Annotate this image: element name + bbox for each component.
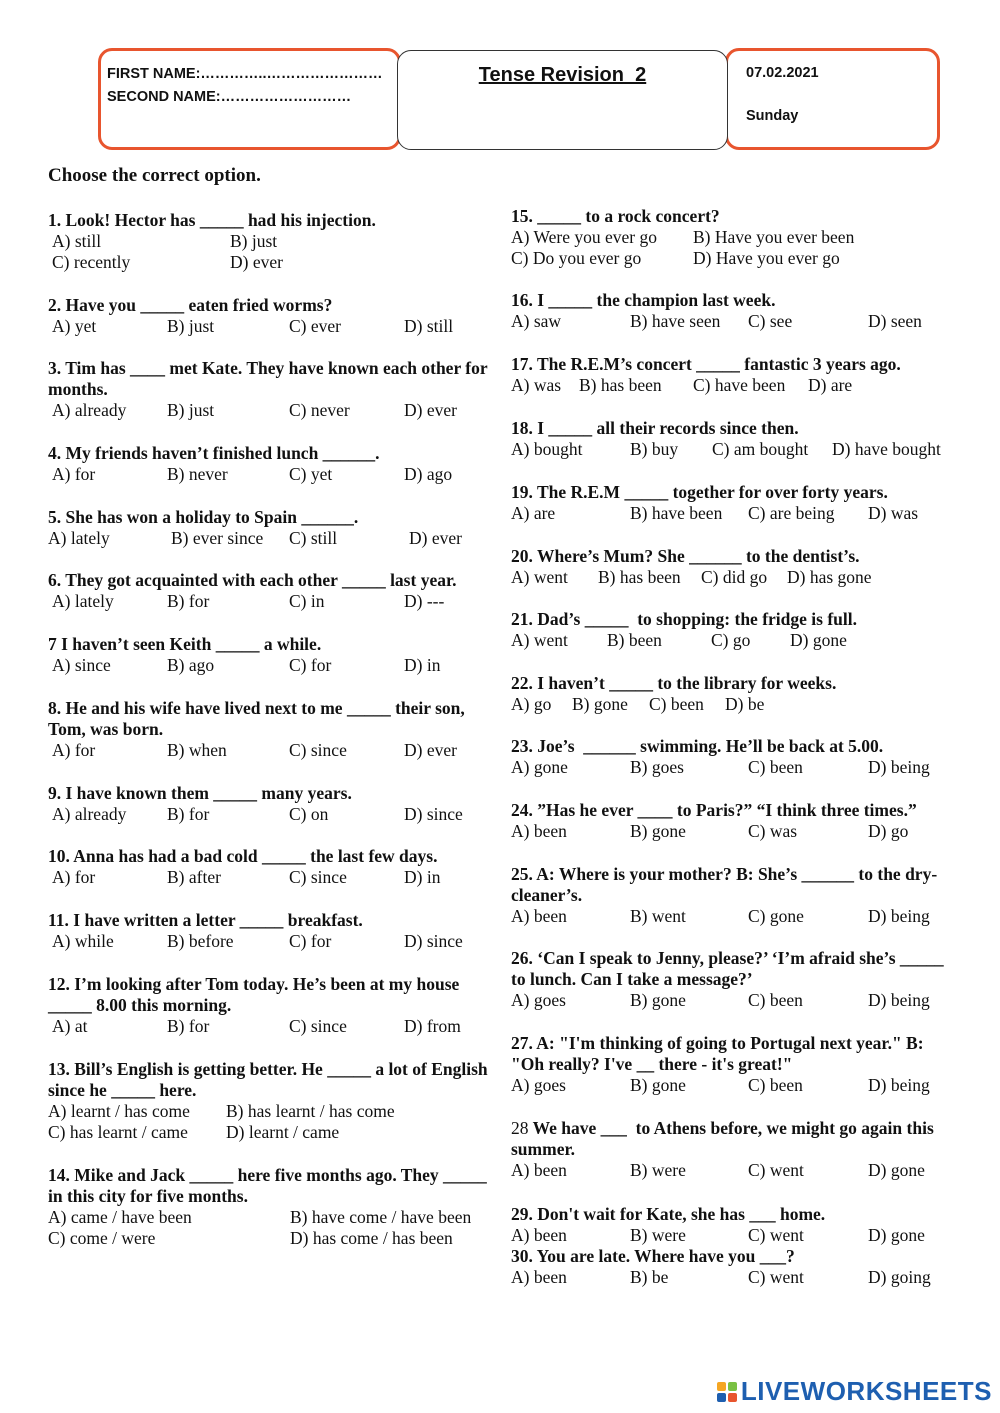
question-number: 15. — [511, 206, 533, 226]
question-number: 9. — [48, 783, 62, 803]
question-text: ”Has he ever ____ to Paris?” “I think three times.” — [537, 800, 917, 820]
answer-option[interactable]: A) for — [52, 867, 96, 887]
answer-option[interactable]: B) Have you ever been — [693, 227, 855, 247]
answer-option[interactable]: B) have come / have been — [290, 1207, 472, 1227]
question-text: I _____ the champion last week. — [537, 290, 776, 310]
question-number: 29. — [511, 1204, 533, 1224]
question-text: Mike and Jack _____ here five months ago. They _____ in this city for five months. — [48, 1165, 492, 1206]
answer-option[interactable]: C) since — [289, 740, 347, 760]
question-stem — [48, 295, 490, 316]
answer-option[interactable]: C) went — [748, 1267, 804, 1287]
answer-option[interactable]: A) Were you ever go — [511, 227, 657, 247]
question-stem — [511, 354, 953, 375]
question-stem — [48, 570, 490, 591]
answer-option[interactable]: B) for — [167, 591, 210, 611]
answer-option[interactable]: D) learnt / came — [226, 1122, 340, 1142]
answer-option[interactable]: D) have bought — [832, 439, 941, 459]
question-stem — [511, 1246, 953, 1267]
answer-option[interactable]: C) yet — [289, 464, 333, 484]
first-name-label: FIRST NAME:…………..…………………… — [107, 66, 383, 82]
answer-option[interactable]: B) gone — [630, 990, 686, 1010]
answer-option[interactable]: A) been — [511, 906, 567, 926]
question-stem — [48, 507, 490, 528]
answer-option[interactable]: A) came / have been — [48, 1207, 192, 1227]
question-item — [511, 1204, 953, 1246]
answer-option[interactable]: D) are — [808, 375, 853, 395]
question-item — [511, 1246, 953, 1288]
answer-option[interactable]: C) went — [748, 1225, 804, 1245]
instruction: Choose the correct option. — [48, 165, 261, 186]
question-text: They got acquainted with each other _____ last year. — [65, 570, 457, 590]
question-item — [48, 783, 490, 825]
answer-option[interactable]: C) see — [748, 311, 793, 331]
answer-option[interactable]: D) ever — [230, 252, 283, 272]
question-stem — [48, 846, 490, 867]
question-item — [48, 974, 490, 1037]
question-number: 30. — [511, 1246, 533, 1266]
answer-option[interactable]: C) has learnt / came — [48, 1122, 188, 1142]
liveworksheets-logo — [717, 1376, 992, 1407]
answer-option[interactable]: D) since — [404, 804, 463, 824]
day-text: Sunday — [746, 108, 799, 124]
logo-text: LIVEWORKSHEETS — [740, 1376, 992, 1406]
answer-option[interactable]: D) be — [725, 694, 765, 714]
date-text: 07.02.2021 — [746, 65, 819, 81]
question-item — [48, 698, 490, 761]
answer-option[interactable]: D) has come / has been — [290, 1228, 453, 1248]
answer-option[interactable]: B) went — [630, 906, 686, 926]
question-stem — [48, 910, 490, 931]
question-text: We have ___ to Athens before, we might go again this summer. — [511, 1118, 939, 1159]
question-text: He and his wife have lived next to me _____ their son, Tom, was born. — [48, 698, 469, 739]
answer-option[interactable]: B) been — [607, 630, 662, 650]
question-number: 13. — [48, 1059, 70, 1079]
question-number: 21. — [511, 609, 533, 629]
answer-option[interactable]: B) after — [167, 867, 221, 887]
answer-option[interactable]: C) are being — [748, 503, 835, 523]
answer-option[interactable]: B) for — [167, 1016, 210, 1036]
question-text: Have you _____ eaten fried worms? — [65, 295, 333, 315]
question-text: I have written a letter _____ breakfast. — [73, 910, 363, 930]
answer-option[interactable]: D) being — [868, 990, 930, 1010]
answer-option[interactable]: A) was — [511, 375, 562, 395]
answer-option[interactable]: A) since — [52, 655, 111, 675]
question-text: A: "I'm thinking of going to Portugal next year." B: "Oh really? I've __ there - it's great!" — [511, 1033, 928, 1074]
question-stem — [511, 736, 953, 757]
answer-option[interactable]: D) gone — [868, 1160, 925, 1180]
question-number: 22. — [511, 673, 533, 693]
question-stem — [48, 1165, 490, 1207]
date-box — [725, 48, 940, 150]
answer-option[interactable]: B) just — [230, 231, 278, 251]
answer-option[interactable]: A) yet — [52, 316, 97, 336]
question-item — [48, 1059, 493, 1143]
answer-option[interactable]: C) am bought — [712, 439, 809, 459]
question-stem — [48, 974, 490, 1016]
answer-option[interactable]: A) went — [511, 630, 568, 650]
answer-option[interactable]: B) just — [167, 316, 215, 336]
question-stem — [511, 800, 953, 821]
question-item — [48, 570, 490, 612]
answer-option[interactable]: D) has gone — [787, 567, 872, 587]
question-text: Dad’s _____ to shopping: the fridge is full. — [537, 609, 857, 629]
answer-option[interactable]: D) being — [868, 906, 930, 926]
question-item — [48, 443, 490, 485]
answer-option[interactable]: B) have seen — [630, 311, 721, 331]
answer-option[interactable]: D) ever — [404, 400, 457, 420]
question-number: 3. — [48, 358, 62, 378]
answer-option[interactable]: D) was — [868, 503, 919, 523]
answer-option[interactable]: A) for — [52, 464, 96, 484]
question-stem — [511, 418, 953, 439]
answer-option[interactable]: D) in — [404, 867, 441, 887]
answer-option[interactable]: A) lately — [48, 528, 110, 548]
answer-option[interactable]: A) lately — [52, 591, 114, 611]
question-text: Bill’s English is getting better. He _____ a lot of English since he _____ here. — [48, 1059, 493, 1100]
answer-option[interactable]: B) has been — [579, 375, 662, 395]
answer-option[interactable]: A) gone — [511, 757, 568, 777]
answer-option[interactable]: C) come / were — [48, 1228, 156, 1248]
answer-option[interactable]: D) ever — [409, 528, 462, 548]
answer-option[interactable]: B) buy — [630, 439, 679, 459]
question-item — [48, 846, 490, 888]
question-text: Look! Hector has _____ had his injection. — [65, 210, 376, 230]
question-stem — [511, 546, 953, 567]
answer-option[interactable]: A) while — [52, 931, 114, 951]
answer-option[interactable]: C) been — [649, 694, 704, 714]
answer-option[interactable]: C) in — [289, 591, 325, 611]
question-stem — [511, 864, 953, 906]
answer-option[interactable]: D) since — [404, 931, 463, 951]
answer-option[interactable]: B) be — [630, 1267, 669, 1287]
answer-option[interactable]: B) just — [167, 400, 215, 420]
answer-option[interactable]: B) never — [167, 464, 228, 484]
question-number: 27. — [511, 1033, 533, 1053]
answer-option[interactable]: C) on — [289, 804, 329, 824]
question-number: 18. — [511, 418, 533, 438]
question-stem — [48, 1059, 493, 1101]
question-item — [511, 673, 953, 715]
answer-option[interactable]: A) goes — [511, 990, 566, 1010]
question-text: You are late. Where have you ___? — [536, 1246, 795, 1266]
question-item — [48, 358, 490, 421]
question-text: I’m looking after Tom today. He’s been at my house _____ 8.00 this morning. — [48, 974, 464, 1015]
answer-option[interactable]: D) ago — [404, 464, 453, 484]
question-text: She has won a holiday to Spain ______. — [65, 507, 359, 527]
second-name-label: SECOND NAME:……………………… — [107, 89, 352, 105]
question-item — [511, 546, 953, 588]
answer-option[interactable]: A) go — [511, 694, 552, 714]
answer-option[interactable]: D) go — [868, 821, 909, 841]
answer-option[interactable]: B) has learnt / has come — [226, 1101, 395, 1121]
answer-option[interactable]: D) gone — [790, 630, 847, 650]
question-item — [511, 864, 953, 927]
answer-option[interactable]: A) been — [511, 821, 567, 841]
answer-option[interactable]: B) were — [630, 1160, 686, 1180]
question-text: I haven’t seen Keith _____ a while. — [61, 634, 322, 654]
question-text: I have known them _____ many years. — [65, 783, 352, 803]
question-item — [48, 295, 490, 337]
answer-option[interactable]: B) ago — [167, 655, 215, 675]
question-number: 17. — [511, 354, 533, 374]
question-number: 1. — [48, 210, 62, 230]
answer-option[interactable]: C) for — [289, 931, 332, 951]
question-text: The R.E.M _____ together for over forty years. — [536, 482, 888, 502]
question-number: 20. — [511, 546, 533, 566]
answer-option[interactable]: D) still — [404, 316, 454, 336]
answer-option[interactable]: C) since — [289, 867, 347, 887]
question-text: My friends haven’t finished lunch ______. — [65, 443, 380, 463]
question-stem — [48, 443, 490, 464]
question-stem — [511, 673, 953, 694]
answer-option[interactable]: C) been — [748, 757, 803, 777]
question-item — [511, 736, 953, 778]
question-item — [48, 210, 490, 273]
answer-option[interactable]: C) went — [748, 1160, 804, 1180]
question-text: Don't wait for Kate, she has ___ home. — [537, 1204, 826, 1224]
answer-option[interactable]: A) at — [52, 1016, 88, 1036]
answer-option[interactable]: B) before — [167, 931, 234, 951]
answer-option[interactable]: A) been — [511, 1160, 567, 1180]
question-text: The R.E.M’s concert _____ fantastic 3 years ago. — [536, 354, 901, 374]
question-stem — [511, 948, 953, 990]
answer-option[interactable]: D) being — [868, 757, 930, 777]
answer-option[interactable]: C) been — [748, 1075, 803, 1095]
question-item — [511, 418, 953, 460]
answer-option[interactable]: A) for — [52, 740, 96, 760]
answer-option[interactable]: D) seen — [868, 311, 922, 331]
answer-option[interactable]: C) since — [289, 1016, 347, 1036]
page-title: Tense Revision 2 — [478, 64, 647, 86]
question-text: Anna has had a bad cold _____ the last few days. — [73, 846, 438, 866]
answer-option[interactable]: A) are — [511, 503, 556, 523]
question-number: 12. — [48, 974, 70, 994]
answer-option[interactable]: A) goes — [511, 1075, 566, 1095]
question-number: 23. — [511, 736, 533, 756]
question-number: 6. — [48, 570, 62, 590]
question-number: 26. — [511, 948, 533, 968]
question-stem — [48, 783, 490, 804]
answer-option[interactable]: A) went — [511, 567, 568, 587]
question-number: 4. — [48, 443, 62, 463]
answer-option[interactable]: B) were — [630, 1225, 686, 1245]
answer-option[interactable]: A) still — [52, 231, 102, 251]
question-number: 7 — [48, 634, 57, 654]
question-item — [511, 800, 953, 842]
answer-option[interactable]: C) go — [711, 630, 751, 650]
answer-option[interactable]: D) gone — [868, 1225, 925, 1245]
question-text: A: Where is your mother? B: She’s ______ to the dry-cleaner’s. — [511, 864, 938, 905]
answer-option[interactable]: B) goes — [630, 757, 684, 777]
question-item — [511, 1118, 953, 1181]
answer-option[interactable]: D) going — [868, 1267, 931, 1287]
question-item — [511, 609, 953, 651]
question-stem — [511, 482, 953, 503]
question-number: 28 — [511, 1118, 529, 1138]
question-stem — [48, 210, 490, 231]
answer-option[interactable]: C) for — [289, 655, 332, 675]
question-number: 19. — [511, 482, 533, 502]
question-stem — [511, 609, 953, 630]
question-item — [48, 634, 490, 676]
answer-option[interactable]: D) Have you ever go — [693, 248, 840, 268]
answer-option[interactable]: D) --- — [404, 591, 445, 611]
answer-option[interactable]: C) have been — [693, 375, 786, 395]
question-number: 25. — [511, 864, 533, 884]
question-stem — [511, 290, 953, 311]
answer-option[interactable]: A) saw — [511, 311, 562, 331]
question-item — [48, 1165, 490, 1249]
question-number: 2. — [48, 295, 62, 315]
question-item — [511, 1033, 953, 1096]
question-item — [511, 482, 953, 524]
question-number: 8. — [48, 698, 62, 718]
question-text: Where’s Mum? She ______ to the dentist’s. — [536, 546, 860, 566]
answer-option[interactable]: C) been — [748, 990, 803, 1010]
question-stem — [511, 1033, 953, 1075]
answer-option[interactable]: B) gone — [630, 821, 686, 841]
question-number: 16. — [511, 290, 533, 310]
answer-option[interactable]: C) ever — [289, 316, 341, 336]
answer-option[interactable]: B) when — [167, 740, 227, 760]
answer-option[interactable]: C) still — [289, 528, 338, 548]
question-item — [511, 948, 953, 1011]
question-text: I _____ all their records since then. — [537, 418, 799, 438]
answer-option[interactable]: A) been — [511, 1267, 567, 1287]
question-number: 14. — [48, 1165, 70, 1185]
question-text: _____ to a rock concert? — [537, 206, 720, 226]
question-text: Tim has ____ met Kate. They have known each other for months. — [48, 358, 492, 399]
answer-option[interactable]: C) was — [748, 821, 798, 841]
answer-option[interactable]: B) for — [167, 804, 210, 824]
answer-option[interactable]: C) never — [289, 400, 350, 420]
question-item — [48, 910, 490, 952]
answer-option[interactable]: A) already — [52, 400, 127, 420]
question-text: I haven’t _____ to the library for weeks. — [537, 673, 837, 693]
question-stem — [48, 358, 490, 400]
question-item — [48, 507, 490, 549]
question-stem — [511, 1204, 953, 1225]
answer-option[interactable]: D) being — [868, 1075, 930, 1095]
answer-option[interactable]: C) Do you ever go — [511, 248, 642, 268]
answer-option[interactable]: A) bought — [511, 439, 583, 459]
question-text: ‘Can I speak to Jenny, please?’ ‘I’m afraid she’s _____ to lunch. Can I take a message?’ — [511, 948, 949, 989]
question-item — [511, 354, 953, 396]
question-item — [511, 290, 953, 332]
question-stem — [511, 206, 953, 227]
answer-option[interactable]: D) in — [404, 655, 441, 675]
answer-option[interactable]: B) ever since — [171, 528, 264, 548]
answer-option[interactable]: C) did go — [701, 567, 768, 587]
answer-option[interactable]: B) has been — [598, 567, 681, 587]
question-stem — [48, 634, 490, 655]
question-number: 24. — [511, 800, 533, 820]
answer-option[interactable]: C) gone — [748, 906, 804, 926]
question-number: 11. — [48, 910, 69, 930]
question-stem — [511, 1118, 953, 1160]
answer-option[interactable]: C) recently — [52, 252, 131, 272]
answer-option[interactable]: B) gone — [572, 694, 628, 714]
liveworksheets-logo-icon — [717, 1382, 737, 1402]
answer-option[interactable]: D) ever — [404, 740, 457, 760]
question-number: 5. — [48, 507, 62, 527]
question-item — [511, 206, 953, 269]
answer-option[interactable]: B) gone — [630, 1075, 686, 1095]
answer-option[interactable]: B) have been — [630, 503, 723, 523]
answer-option[interactable]: A) been — [511, 1225, 567, 1245]
question-text: Joe’s ______ swimming. He’ll be back at 5.00. — [537, 736, 884, 756]
answer-option[interactable]: D) from — [404, 1016, 461, 1036]
question-number: 10. — [48, 846, 70, 866]
answer-option[interactable]: A) already — [52, 804, 127, 824]
question-stem — [48, 698, 490, 740]
answer-option[interactable]: A) learnt / has come — [48, 1101, 190, 1121]
